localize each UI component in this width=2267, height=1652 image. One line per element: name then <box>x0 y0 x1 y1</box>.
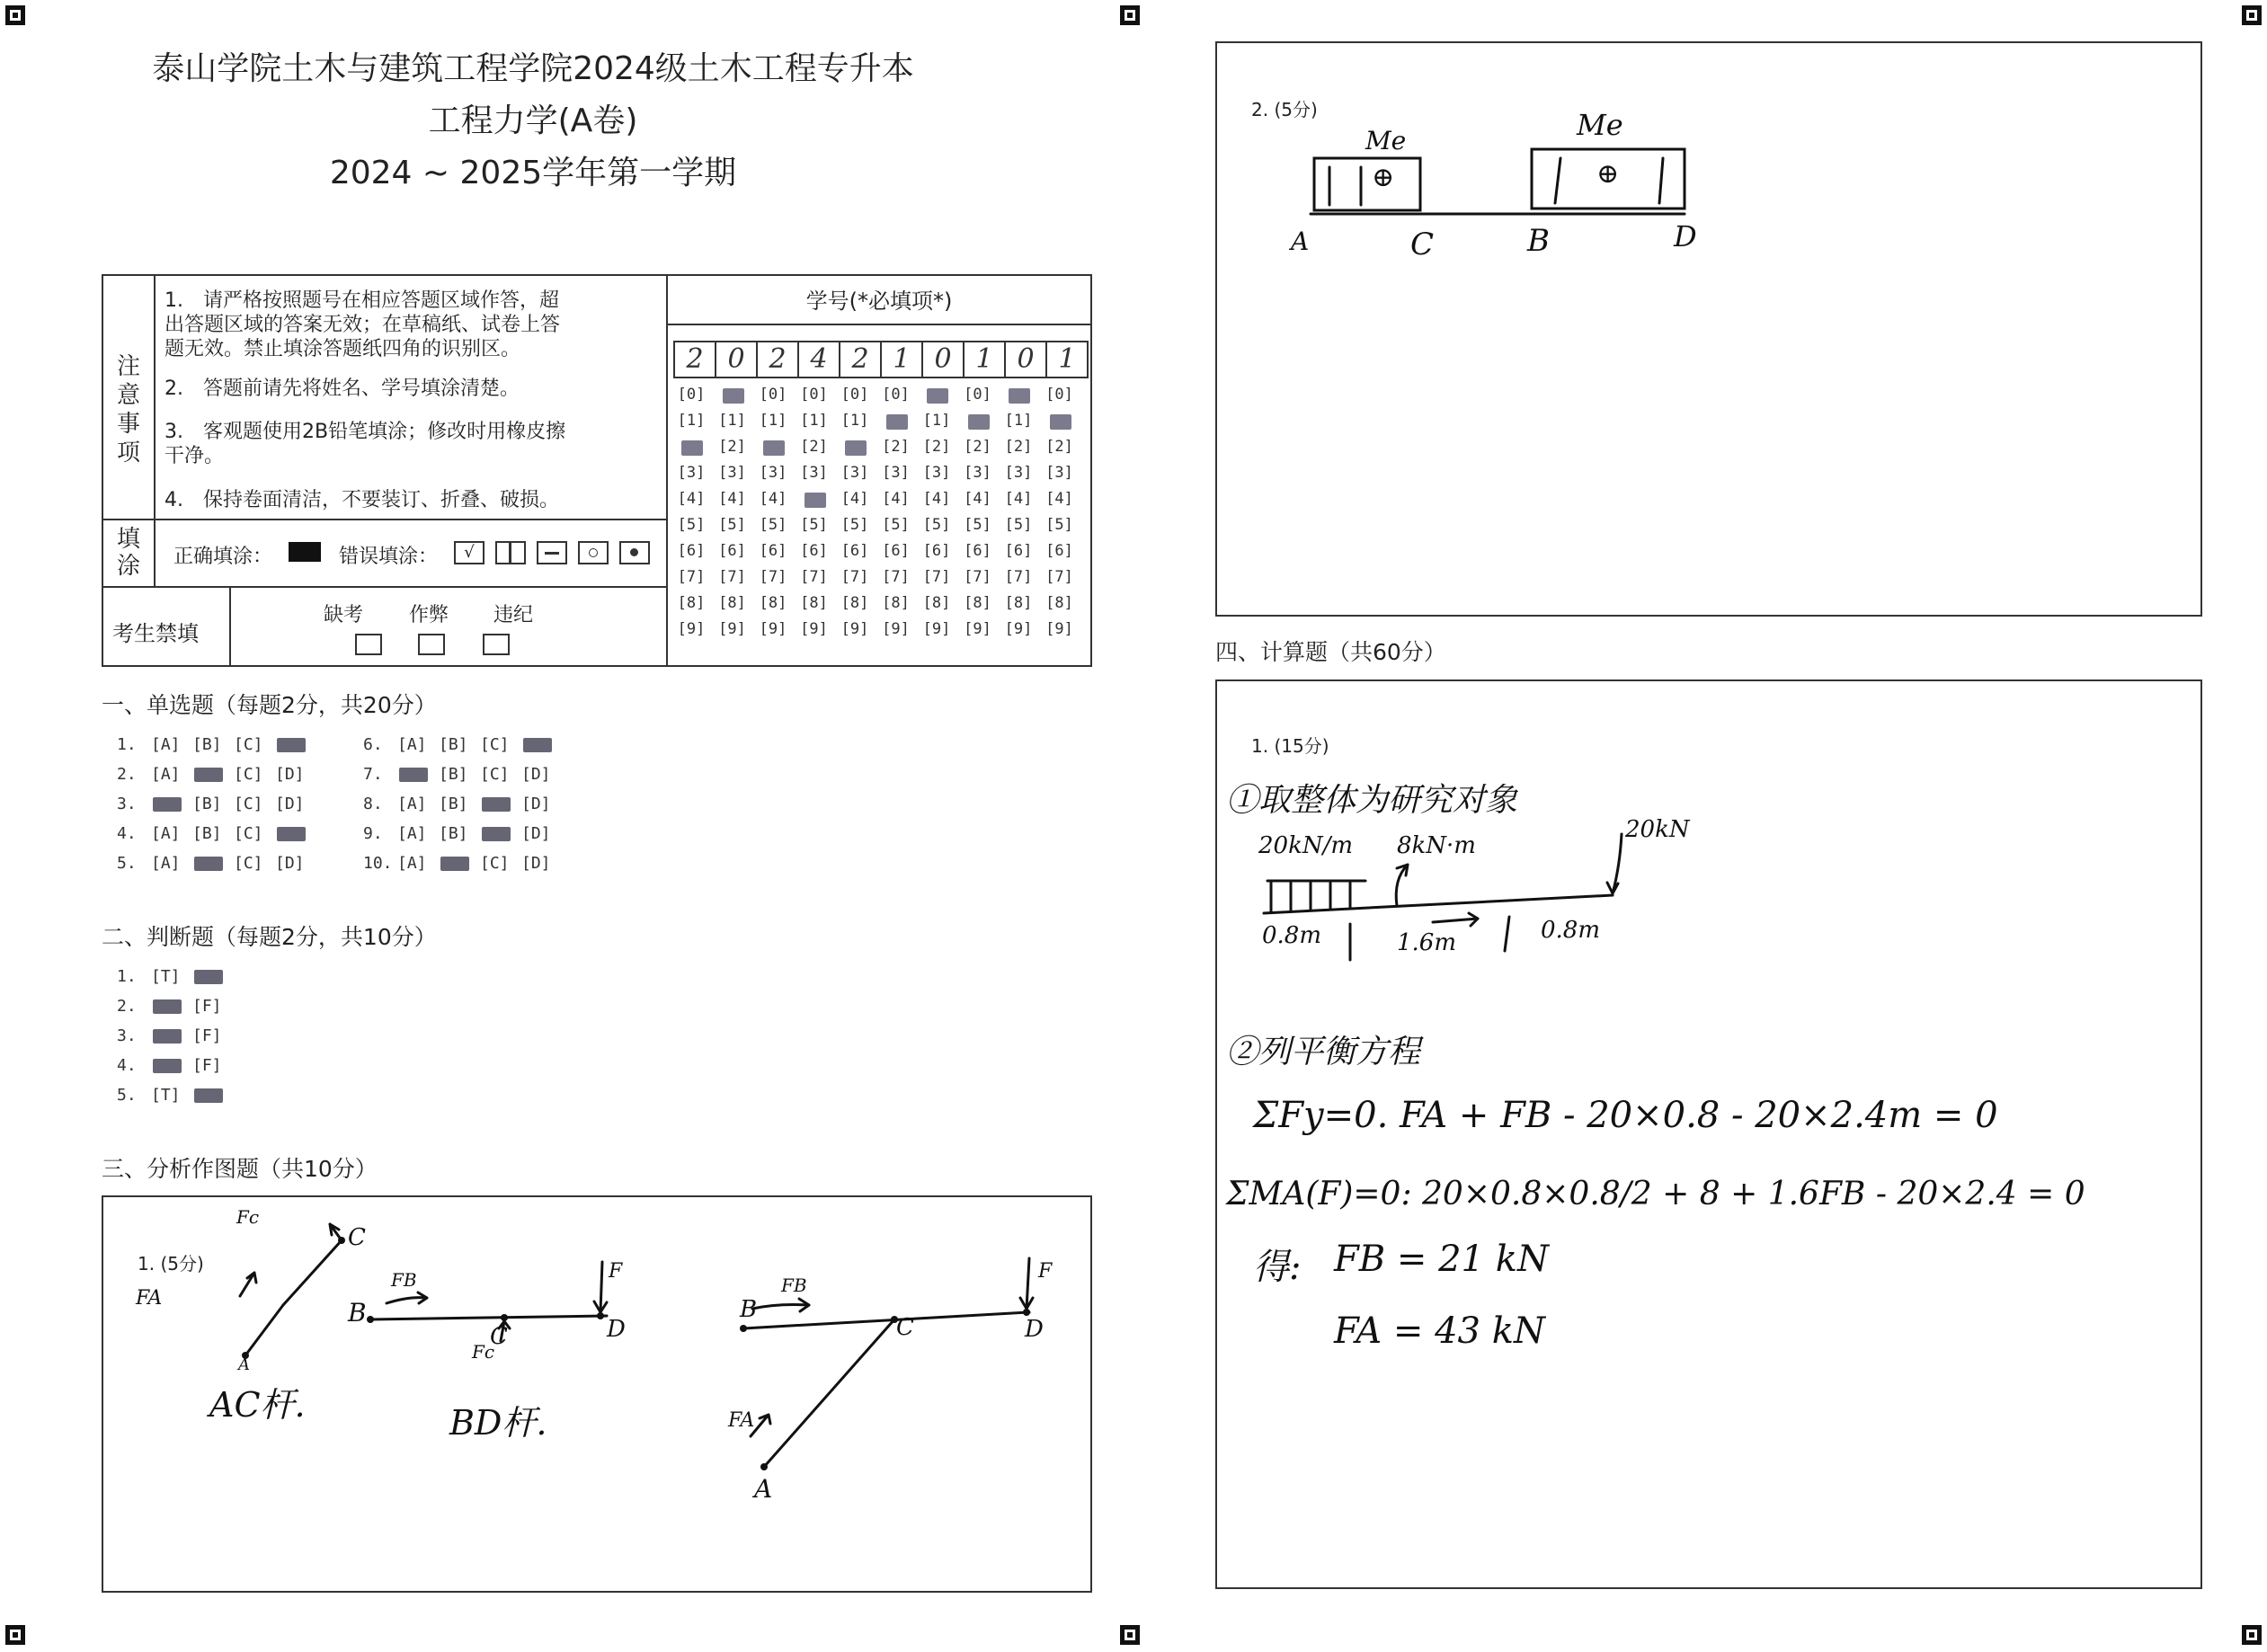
question-number: 1. <box>117 735 137 754</box>
judgement-question <box>117 1026 234 1045</box>
fb-arrow <box>387 1292 427 1303</box>
moment-arrow <box>1433 913 1478 926</box>
f-arrow <box>1020 1258 1033 1309</box>
choice-bubble[interactable]: [D] <box>521 824 551 843</box>
student-id-bubble[interactable]: [3] <box>840 464 869 482</box>
choice-question <box>363 765 563 784</box>
section1-title: 一、单选题（每题2分，共20分） <box>102 692 437 718</box>
choice-question <box>363 795 563 813</box>
choice-bubble[interactable]: [C] <box>234 854 263 873</box>
moment-arrow <box>1396 865 1408 906</box>
choice-bubble[interactable]: [D] <box>521 765 551 784</box>
recognition-mark <box>2242 5 2262 25</box>
judgement-bubble[interactable] <box>192 967 234 986</box>
student-id-bubble[interactable]: [9] <box>882 620 910 638</box>
choice-bubble[interactable]: [B] <box>192 735 222 754</box>
student-id-bubble[interactable]: [7] <box>1004 568 1033 586</box>
f-arrow <box>594 1262 607 1312</box>
student-id-bubble[interactable]: [5] <box>1004 516 1033 534</box>
cheat-checkbox[interactable] <box>418 634 445 655</box>
student-id-bubble[interactable] <box>675 438 707 456</box>
choice-bubble[interactable]: [D] <box>521 854 551 873</box>
student-id-bubble[interactable]: [8] <box>800 594 828 612</box>
beam-line <box>1264 895 1613 913</box>
notice-line: 题无效。禁止填涂答题纸四角的识别区。 <box>164 338 521 360</box>
student-id-bubble[interactable]: [6] <box>922 542 951 560</box>
judgement-question <box>117 967 234 986</box>
question-number: 2. <box>117 997 137 1016</box>
bd-bar-caption: BD杆. <box>449 1403 547 1443</box>
question-number: 1. <box>117 967 137 986</box>
student-id-bubble[interactable]: [6] <box>759 542 787 560</box>
label-c: C <box>490 1323 508 1350</box>
point-label: B <box>1527 223 1550 259</box>
label-d: D <box>607 1316 626 1343</box>
choice-bubble[interactable]: [A] <box>151 824 181 843</box>
student-id-bubble[interactable]: [4] <box>922 490 951 508</box>
choice-question <box>117 854 316 873</box>
student-id-bubble[interactable]: [7] <box>840 568 869 586</box>
student-id-bubble[interactable]: [3] <box>1004 464 1033 482</box>
step2-text: ②列平衡方程 <box>1226 1034 1421 1070</box>
question-number: 7. <box>363 765 383 784</box>
choice-bubble[interactable]: [C] <box>234 824 263 843</box>
student-id-bubble[interactable]: [6] <box>718 542 746 560</box>
judgement-bubble[interactable]: [F] <box>192 1026 222 1045</box>
student-id-bubble[interactable]: [4] <box>1045 490 1073 508</box>
student-id-bubble[interactable]: [2] <box>800 438 828 456</box>
student-id-bubble[interactable]: [2] <box>1045 438 1073 456</box>
label-f: F <box>609 1260 623 1283</box>
choice-bubble[interactable]: [C] <box>234 765 263 784</box>
student-id-bubble[interactable]: [4] <box>1004 490 1033 508</box>
label-a: A <box>238 1355 250 1374</box>
student-id-digit: 2 <box>675 342 716 377</box>
violation-checkbox[interactable] <box>483 634 510 655</box>
question-number: 5. <box>117 854 137 873</box>
choice-bubble[interactable] <box>397 765 439 784</box>
equation-2: ΣMA(F)=0: 20×0.8×0.8/2 + 8 + 1.6FB - 20×2.4 = 0 <box>1226 1176 2085 1212</box>
student-id-digit: 1 <box>1047 342 1089 377</box>
student-id-bubble[interactable]: [7] <box>922 568 951 586</box>
notice-line: 1. 请严格按照题号在相应答题区域作答，超 <box>164 289 559 312</box>
choice-bubble[interactable] <box>192 854 234 873</box>
choice-bubble[interactable]: [C] <box>480 735 510 754</box>
student-id-bubble[interactable]: [0] <box>677 386 706 404</box>
judgement-question <box>117 1056 234 1075</box>
solution-fb: FB = 21 kN <box>1334 1239 1549 1280</box>
student-id-bubble[interactable]: [2] <box>922 438 951 456</box>
question-number: 1. (15分) <box>1251 735 1329 757</box>
choice-bubble[interactable]: [D] <box>275 854 305 873</box>
choice-bubble[interactable]: [D] <box>275 795 305 813</box>
choice-question <box>117 735 316 754</box>
student-id-bubble[interactable]: [9] <box>1045 620 1073 638</box>
student-id-bubble[interactable]: [0] <box>882 386 910 404</box>
student-id-bubble[interactable]: [1] <box>800 412 828 430</box>
true-false-answers <box>117 967 387 1120</box>
choice-question <box>363 735 563 754</box>
student-id-digit: 0 <box>923 342 965 377</box>
point-label: A <box>1291 226 1310 256</box>
question-number: 6. <box>363 735 383 754</box>
student-id-bubble[interactable]: [4] <box>718 490 746 508</box>
student-id-bubble[interactable] <box>1002 386 1035 404</box>
choice-bubble[interactable]: [C] <box>480 854 510 873</box>
info-table <box>102 274 1092 667</box>
notice-line: 出答题区域的答案无效；在草稿纸、试卷上答 <box>164 314 561 336</box>
student-id-bubble[interactable] <box>757 438 789 456</box>
section3-answer-area[interactable] <box>102 1195 1092 1593</box>
question-number: 4. <box>117 1056 137 1075</box>
student-id-bubble[interactable]: [4] <box>759 490 787 508</box>
wrong-dash-icon <box>537 541 567 564</box>
notice-line: 2. 答题前请先将姓名、学号填涂清楚。 <box>164 377 520 400</box>
label-fc: Fc <box>236 1206 260 1228</box>
student-id-bubble[interactable]: [4] <box>840 490 869 508</box>
choice-bubble[interactable] <box>521 735 563 754</box>
point-label: C <box>1410 226 1435 262</box>
student-id-bubble[interactable]: [3] <box>677 464 706 482</box>
student-id-bubble[interactable]: [7] <box>718 568 746 586</box>
student-id-bubble[interactable]: [3] <box>922 464 951 482</box>
fill-correct-sample <box>289 542 321 562</box>
question-number: 5. <box>117 1086 137 1105</box>
section4-title: 四、计算题（共60分） <box>1215 639 1446 665</box>
student-id-bubble[interactable] <box>920 386 953 404</box>
student-id-bubble[interactable]: [9] <box>718 620 746 638</box>
label-fb: FB <box>781 1275 807 1296</box>
question-number: 4. <box>117 824 137 843</box>
absent-label: 缺考 <box>324 604 364 626</box>
choice-bubble[interactable]: [D] <box>275 765 305 784</box>
student-id-bubble[interactable]: [7] <box>800 568 828 586</box>
student-id-bubble[interactable] <box>1044 412 1076 430</box>
choice-bubble[interactable]: [C] <box>480 765 510 784</box>
solution-fa: FA = 43 kN <box>1334 1310 1545 1352</box>
student-id-bubble[interactable]: [8] <box>718 594 746 612</box>
choice-question <box>117 824 316 843</box>
ac-bar-line <box>283 1240 342 1305</box>
student-id-bubble[interactable]: [0] <box>840 386 869 404</box>
load-label: 20kN <box>1625 816 1690 843</box>
choice-bubble[interactable] <box>480 795 521 813</box>
label-f: F <box>1038 1260 1053 1283</box>
student-id-bubble[interactable]: [3] <box>1045 464 1073 482</box>
exam-title: 泰山学院土木与建筑工程学院2024级土木工程专升本 <box>152 50 914 87</box>
student-id-digits <box>673 341 1089 378</box>
student-id-bubble[interactable] <box>798 490 831 508</box>
student-id-bubble[interactable]: [5] <box>677 516 706 534</box>
student-id-bubble[interactable]: [3] <box>800 464 828 482</box>
judgement-question <box>117 1086 234 1105</box>
student-id-bubble[interactable]: [4] <box>964 490 991 508</box>
choice-bubble[interactable]: [A] <box>151 735 181 754</box>
choice-question <box>117 765 316 784</box>
student-id-bubble[interactable]: [0] <box>800 386 828 404</box>
choice-bubble[interactable] <box>192 765 234 784</box>
label-fb: FB <box>391 1269 417 1291</box>
student-id-bubble[interactable]: [1] <box>1004 412 1033 430</box>
choice-bubble[interactable]: [B] <box>439 765 468 784</box>
step1-text: ①取整体为研究对象 <box>1226 782 1518 819</box>
recognition-mark <box>1120 5 1140 25</box>
student-id-bubble[interactable]: [0] <box>759 386 787 404</box>
me-label: Me <box>1577 108 1623 142</box>
choice-bubble[interactable] <box>480 824 521 843</box>
student-id-bubble[interactable]: [8] <box>840 594 869 612</box>
notice-label: 注意事项 <box>116 353 140 466</box>
student-id-bubble[interactable]: [8] <box>677 594 706 612</box>
student-id-bubble[interactable] <box>716 386 749 404</box>
label-fc: Fc <box>472 1341 495 1363</box>
fa-arrow <box>240 1273 256 1296</box>
label-b: B <box>740 1296 758 1323</box>
choice-question <box>363 854 563 873</box>
student-id-digit: 0 <box>1006 342 1047 377</box>
exam-subject: 工程力学(A卷) <box>428 102 638 139</box>
equation-1: ΣFy=0. FA + FB - 20×0.8 - 20×2.4m = 0 <box>1253 1095 1998 1136</box>
student-id-bubble[interactable]: [7] <box>759 568 787 586</box>
notice-line: 干净。 <box>164 445 225 467</box>
student-id-bubble[interactable] <box>839 438 871 456</box>
student-id-bubble[interactable]: [8] <box>1045 594 1073 612</box>
absent-checkbox[interactable] <box>355 634 382 655</box>
recognition-mark <box>5 1625 25 1645</box>
student-id-bubble[interactable]: [6] <box>1004 542 1033 560</box>
choice-bubble[interactable]: [A] <box>397 735 427 754</box>
label-d: D <box>1025 1316 1044 1343</box>
student-id-bubble[interactable]: [1] <box>677 412 706 430</box>
single-choice-answers <box>117 735 656 888</box>
student-id-bubble[interactable]: [5] <box>800 516 828 534</box>
student-id-bubble-grid <box>675 386 1089 655</box>
forbidden-label: 考生禁填 <box>112 621 199 646</box>
beam-sketch <box>1217 681 2200 1041</box>
judgement-bubble[interactable]: [F] <box>192 1056 222 1075</box>
student-id-bubble[interactable] <box>880 412 912 430</box>
wrong-check-icon: √ <box>454 541 485 564</box>
student-id-bubble[interactable]: [6] <box>800 542 828 560</box>
solution-label: 得: <box>1253 1247 1302 1288</box>
student-id-bubble[interactable]: [6] <box>882 542 910 560</box>
student-id-bubble[interactable]: [5] <box>718 516 746 534</box>
fb-arrow <box>752 1299 809 1311</box>
choice-bubble[interactable]: [A] <box>151 854 181 873</box>
label-fa: FA <box>136 1287 163 1310</box>
student-id-bubble[interactable]: [0] <box>964 386 991 404</box>
student-id-bubble[interactable]: [8] <box>922 594 951 612</box>
choice-bubble[interactable]: [A] <box>397 824 427 843</box>
student-id-bubble[interactable]: [1] <box>759 412 787 430</box>
student-id-bubble[interactable]: [7] <box>1045 568 1073 586</box>
choice-question <box>117 795 316 813</box>
choice-bubble[interactable]: [C] <box>234 795 263 813</box>
beam-line <box>743 1312 1029 1328</box>
student-id-bubble[interactable]: [8] <box>882 594 910 612</box>
judgement-bubble[interactable] <box>151 1026 192 1045</box>
load-label: 8kN·m <box>1397 832 1476 859</box>
choice-bubble[interactable] <box>275 824 316 843</box>
student-id-label: 学号(*必填项*) <box>805 289 953 314</box>
point-label: D <box>1674 219 1697 253</box>
student-id-bubble[interactable]: [8] <box>964 594 991 612</box>
judgement-question <box>117 997 234 1016</box>
choice-bubble[interactable]: [D] <box>521 795 551 813</box>
student-id-digit: 1 <box>965 342 1006 377</box>
torque-value: ⊕ <box>1372 162 1395 193</box>
judgement-bubble[interactable]: [F] <box>192 997 222 1016</box>
student-id-bubble[interactable]: [2] <box>964 438 991 456</box>
label-c: C <box>896 1314 914 1341</box>
section4-answer-area[interactable] <box>1215 679 2202 1589</box>
student-id-bubble[interactable]: [7] <box>882 568 910 586</box>
judgement-bubble[interactable] <box>192 1086 234 1105</box>
fill-wrong-label: 错误填涂： <box>339 546 439 568</box>
question-number: 3. <box>117 795 137 813</box>
student-id-bubble[interactable]: [6] <box>964 542 991 560</box>
question-number: 9. <box>363 824 383 843</box>
student-id-bubble[interactable]: [0] <box>1045 386 1073 404</box>
choice-bubble[interactable] <box>439 854 480 873</box>
choice-bubble[interactable]: [B] <box>192 824 222 843</box>
choice-bubble[interactable]: [A] <box>397 795 427 813</box>
cheat-label: 作弊 <box>409 604 449 626</box>
support-c <box>1505 917 1509 951</box>
ac-bar-line <box>245 1305 283 1355</box>
student-id-bubble[interactable]: [8] <box>1004 594 1033 612</box>
recognition-mark <box>5 5 25 25</box>
dim-label: 0.8m <box>1262 922 1322 949</box>
label-fa: FA <box>728 1409 755 1432</box>
student-id-bubble[interactable]: [9] <box>840 620 869 638</box>
dim-label: 1.6m <box>1397 929 1457 956</box>
judgement-bubble[interactable] <box>151 997 192 1016</box>
choice-bubble[interactable]: [A] <box>151 765 181 784</box>
notice-line: 4. 保持卷面清洁，不要装订、折叠、破损。 <box>164 489 559 511</box>
choice-question <box>363 824 563 843</box>
judgement-bubble[interactable]: [T] <box>151 967 181 986</box>
fill-correct-label: 正确填涂： <box>173 546 273 568</box>
student-id-bubble[interactable]: [7] <box>964 568 991 586</box>
force-arrow <box>1607 834 1622 893</box>
student-id-bubble[interactable]: [2] <box>882 438 910 456</box>
section2-title: 二、判断题（每题2分，共10分） <box>102 924 437 950</box>
choice-bubble[interactable]: [B] <box>439 795 468 813</box>
student-id-bubble[interactable]: [5] <box>964 516 991 534</box>
question-number: 2. (5分) <box>1251 99 1318 120</box>
student-id-bubble[interactable]: [1] <box>922 412 951 430</box>
question-number: 10. <box>363 854 393 873</box>
violation-label: 违纪 <box>493 604 534 626</box>
torque-value: ⊕ <box>1596 158 1620 190</box>
notice-line: 3. 客观题使用2B铅笔填涂；修改时用橡皮擦 <box>164 421 566 443</box>
student-id-bubble[interactable]: [9] <box>922 620 951 638</box>
student-id-bubble[interactable]: [1] <box>718 412 746 430</box>
recognition-mark <box>1120 1625 1140 1645</box>
student-id-bubble[interactable]: [6] <box>677 542 706 560</box>
wrong-dot-icon <box>619 541 650 564</box>
student-id-bubble[interactable] <box>962 412 994 430</box>
student-id-bubble[interactable]: [1] <box>840 412 869 430</box>
choice-bubble[interactable]: [B] <box>192 795 222 813</box>
judgement-bubble[interactable] <box>151 1056 192 1075</box>
ac-bar-caption: AC杆. <box>209 1385 306 1425</box>
dim-label: 0.8m <box>1541 917 1601 944</box>
question-number: 8. <box>363 795 383 813</box>
student-id-bubble[interactable]: [3] <box>882 464 910 482</box>
student-id-digit: 1 <box>882 342 923 377</box>
student-id-bubble[interactable]: [3] <box>718 464 746 482</box>
me-label: Me <box>1365 126 1407 155</box>
student-id-digit: 2 <box>840 342 882 377</box>
judgement-bubble[interactable]: [T] <box>151 1086 181 1105</box>
choice-bubble[interactable]: [B] <box>439 735 468 754</box>
recognition-mark <box>2242 1625 2262 1645</box>
student-id-bubble[interactable]: [4] <box>882 490 910 508</box>
fill-label: 填涂 <box>116 526 140 580</box>
student-id-bubble[interactable]: [9] <box>964 620 991 638</box>
strut-line <box>764 1319 894 1467</box>
student-id-digit: 4 <box>799 342 840 377</box>
choice-bubble[interactable]: [A] <box>397 854 427 873</box>
exam-term: 2024 ~ 2025学年第一学期 <box>329 155 737 191</box>
wrong-circle-icon <box>578 541 609 564</box>
label-a: A <box>754 1474 773 1504</box>
student-id-bubble[interactable]: [9] <box>677 620 706 638</box>
student-id-bubble[interactable]: [9] <box>759 620 787 638</box>
student-id-bubble[interactable]: [4] <box>677 490 706 508</box>
student-id-bubble[interactable]: [6] <box>840 542 869 560</box>
student-id-bubble[interactable]: [2] <box>718 438 746 456</box>
question-number: 2. <box>117 765 137 784</box>
section3-q2-answer-area[interactable] <box>1215 41 2202 617</box>
student-id-bubble[interactable]: [5] <box>759 516 787 534</box>
student-id-bubble[interactable]: [2] <box>1004 438 1033 456</box>
choice-bubble[interactable]: [B] <box>439 824 468 843</box>
student-id-bubble[interactable]: [8] <box>759 594 787 612</box>
choice-bubble[interactable]: [C] <box>234 735 263 754</box>
question-number: 1. (5分) <box>138 1253 204 1275</box>
student-id-bubble[interactable]: [9] <box>1004 620 1033 638</box>
wrong-bar-icon <box>495 541 526 564</box>
student-id-bubble[interactable]: [3] <box>759 464 787 482</box>
bd-bar-line <box>370 1316 607 1319</box>
student-id-bubble[interactable]: [5] <box>840 516 869 534</box>
choice-bubble[interactable] <box>275 735 316 754</box>
student-id-bubble[interactable]: [3] <box>964 464 991 482</box>
student-id-bubble[interactable]: [5] <box>1045 516 1073 534</box>
choice-bubble[interactable] <box>151 795 192 813</box>
student-id-bubble[interactable]: [7] <box>677 568 706 586</box>
student-id-bubble[interactable]: [6] <box>1045 542 1073 560</box>
student-id-digit: 0 <box>716 342 758 377</box>
student-id-bubble[interactable]: [9] <box>800 620 828 638</box>
student-id-digit: 2 <box>758 342 799 377</box>
load-label: 20kN/m <box>1258 832 1354 859</box>
student-id-bubble[interactable]: [5] <box>922 516 951 534</box>
label-b: B <box>348 1298 367 1328</box>
section3-title: 三、分析作图题（共10分） <box>102 1156 378 1182</box>
student-id-bubble[interactable]: [5] <box>882 516 910 534</box>
label-c: C <box>348 1224 366 1251</box>
question-number: 3. <box>117 1026 137 1045</box>
